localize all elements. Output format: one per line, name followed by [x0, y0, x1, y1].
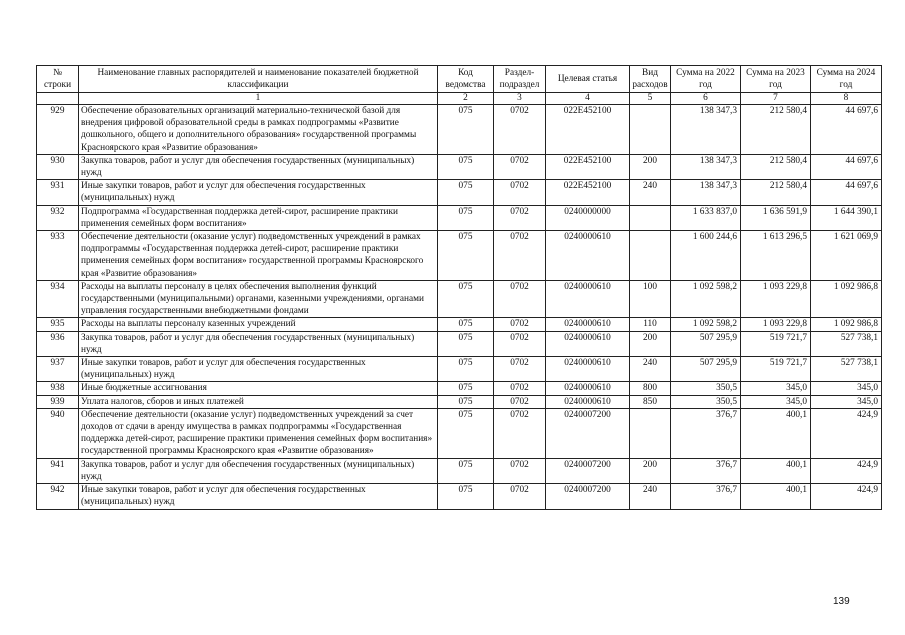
sum-2023: 1 636 591,9 [741, 205, 811, 230]
target-article: 022E452100 [546, 154, 630, 179]
table-body [37, 105, 882, 510]
department-code: 075 [438, 357, 494, 382]
header-row [37, 66, 882, 93]
expense-type: 200 [630, 154, 671, 179]
department-code: 075 [438, 280, 494, 318]
column-number: 6 [671, 93, 741, 105]
header-row-number: № строки [37, 66, 79, 93]
target-article: 0240007200 [546, 484, 630, 509]
target-article: 0240000610 [546, 331, 630, 356]
table-row [37, 484, 882, 509]
expense-type: 240 [630, 357, 671, 382]
section-code: 0702 [494, 408, 546, 458]
sum-2024: 1 621 069,9 [811, 231, 882, 281]
section-code: 0702 [494, 382, 546, 395]
department-code: 075 [438, 205, 494, 230]
section-code: 0702 [494, 205, 546, 230]
row-name: Иные закупки товаров, работ и услуг для обеспечения государственных (муниципальных) нужд [79, 180, 438, 205]
table-row [37, 205, 882, 230]
row-name: Подпрограмма «Государственная поддержка детей-сирот, расширение практики применения семейных форм воспитания» [79, 205, 438, 230]
section-code: 0702 [494, 484, 546, 509]
row-number: 938 [37, 382, 79, 395]
section-code: 0702 [494, 458, 546, 483]
row-number: 942 [37, 484, 79, 509]
column-number: 2 [438, 93, 494, 105]
sum-2022: 376,7 [671, 484, 741, 509]
row-name: Уплата налогов, сборов и иных платежей [79, 395, 438, 408]
sum-2024: 44 697,6 [811, 180, 882, 205]
header-target-article: Целевая статья [546, 66, 630, 93]
sum-2023: 400,1 [741, 458, 811, 483]
row-number: 930 [37, 154, 79, 179]
column-number: 7 [741, 93, 811, 105]
table-row [37, 408, 882, 458]
sum-2022: 507 295,9 [671, 331, 741, 356]
header-sum-2024: Сумма на 2024 год [811, 66, 882, 93]
column-number: 5 [630, 93, 671, 105]
sum-2022: 138 347,3 [671, 180, 741, 205]
section-code: 0702 [494, 280, 546, 318]
sum-2024: 345,0 [811, 395, 882, 408]
sum-2023: 212 580,4 [741, 180, 811, 205]
section-code: 0702 [494, 231, 546, 281]
expense-type: 800 [630, 382, 671, 395]
sum-2023: 345,0 [741, 395, 811, 408]
sum-2024: 44 697,6 [811, 154, 882, 179]
target-article: 0240000610 [546, 318, 630, 331]
column-number: 3 [494, 93, 546, 105]
department-code: 075 [438, 180, 494, 205]
department-code: 075 [438, 484, 494, 509]
row-number: 934 [37, 280, 79, 318]
expense-type: 110 [630, 318, 671, 331]
sum-2024: 424,9 [811, 484, 882, 509]
sum-2024: 527 738,1 [811, 331, 882, 356]
column-number: 1 [79, 93, 438, 105]
sum-2022: 138 347,3 [671, 105, 741, 155]
row-number: 929 [37, 105, 79, 155]
row-name: Обеспечение деятельности (оказание услуг) подведомственных учреждений за счет доходов от сдачи в аренду имущества в рамках подпрограммы «Государственная поддержка детей-сирот, расширение практики применения семейных форм воспитания» государственной программы Красноярского края «Развитие образования» [79, 408, 438, 458]
expense-type: 240 [630, 484, 671, 509]
department-code: 075 [438, 331, 494, 356]
row-number: 933 [37, 231, 79, 281]
sum-2022: 376,7 [671, 408, 741, 458]
header-sum-2023: Сумма на 2023 год [741, 66, 811, 93]
table-row [37, 458, 882, 483]
expense-type [630, 231, 671, 281]
column-number: 4 [546, 93, 630, 105]
sum-2024: 527 738,1 [811, 357, 882, 382]
column-number-row [37, 93, 882, 105]
sum-2023: 1 093 229,8 [741, 280, 811, 318]
department-code: 075 [438, 408, 494, 458]
target-article: 0240007200 [546, 408, 630, 458]
section-code: 0702 [494, 331, 546, 356]
table-row [37, 395, 882, 408]
sum-2023: 345,0 [741, 382, 811, 395]
section-code: 0702 [494, 154, 546, 179]
sum-2023: 212 580,4 [741, 154, 811, 179]
target-article: 0240000610 [546, 395, 630, 408]
target-article: 0240000610 [546, 382, 630, 395]
row-number: 935 [37, 318, 79, 331]
budget-table [36, 65, 882, 510]
header-section: Раздел-подраздел [494, 66, 546, 93]
expense-type [630, 105, 671, 155]
column-number [37, 93, 79, 105]
sum-2023: 212 580,4 [741, 105, 811, 155]
table-row [37, 180, 882, 205]
row-name: Иные закупки товаров, работ и услуг для обеспечения государственных (муниципальных) нужд [79, 357, 438, 382]
sum-2022: 350,5 [671, 382, 741, 395]
sum-2022: 1 633 837,0 [671, 205, 741, 230]
department-code: 075 [438, 382, 494, 395]
expense-type: 200 [630, 331, 671, 356]
row-name: Обеспечение образовательных организаций материально-технической базой для внедрения цифровой образовательной среды в рамках подпрограммы «Развитие дошкольного, общего и дополнительного образования» государственной программы Красноярского края «Развитие образования» [79, 105, 438, 155]
column-number: 8 [811, 93, 882, 105]
target-article: 0240000000 [546, 205, 630, 230]
sum-2022: 350,5 [671, 395, 741, 408]
sum-2022: 376,7 [671, 458, 741, 483]
table-row [37, 357, 882, 382]
sum-2024: 1 092 986,8 [811, 280, 882, 318]
row-number: 931 [37, 180, 79, 205]
expense-type [630, 205, 671, 230]
table-row [37, 105, 882, 155]
row-name: Расходы на выплаты персоналу в целях обеспечения выполнения функций государственными (муниципальными) органами, казенными учреждениями, органами управления государственными внебюджетными фондами [79, 280, 438, 318]
row-number: 941 [37, 458, 79, 483]
sum-2024: 424,9 [811, 408, 882, 458]
expense-type: 200 [630, 458, 671, 483]
target-article: 0240000610 [546, 357, 630, 382]
row-name: Закупка товаров, работ и услуг для обеспечения государственных (муниципальных) нужд [79, 458, 438, 483]
section-code: 0702 [494, 318, 546, 331]
table-row [37, 331, 882, 356]
sum-2023: 400,1 [741, 408, 811, 458]
department-code: 075 [438, 395, 494, 408]
row-number: 936 [37, 331, 79, 356]
department-code: 075 [438, 458, 494, 483]
sum-2023: 519 721,7 [741, 357, 811, 382]
row-name: Закупка товаров, работ и услуг для обеспечения государственных (муниципальных) нужд [79, 154, 438, 179]
sum-2022: 138 347,3 [671, 154, 741, 179]
row-name: Обеспечение деятельности (оказание услуг) подведомственных учреждений в рамках подпрограммы «Государственная поддержка детей-сирот, расширение практики применения семейных форм воспитания» государственной программы Красноярского края «Развитие образования» [79, 231, 438, 281]
sum-2024: 44 697,6 [811, 105, 882, 155]
sum-2023: 400,1 [741, 484, 811, 509]
sum-2024: 424,9 [811, 458, 882, 483]
row-number: 937 [37, 357, 79, 382]
department-code: 075 [438, 231, 494, 281]
table-row [37, 154, 882, 179]
sum-2022: 1 092 598,2 [671, 280, 741, 318]
section-code: 0702 [494, 180, 546, 205]
sum-2023: 1 093 229,8 [741, 318, 811, 331]
section-code: 0702 [494, 357, 546, 382]
department-code: 075 [438, 154, 494, 179]
section-code: 0702 [494, 105, 546, 155]
sum-2024: 345,0 [811, 382, 882, 395]
sum-2023: 519 721,7 [741, 331, 811, 356]
expense-type: 240 [630, 180, 671, 205]
sum-2024: 1 092 986,8 [811, 318, 882, 331]
department-code: 075 [438, 105, 494, 155]
sum-2022: 1 600 244,6 [671, 231, 741, 281]
header-department-code: Код ведомства [438, 66, 494, 93]
expense-type: 850 [630, 395, 671, 408]
target-article: 0240007200 [546, 458, 630, 483]
header-sum-2022: Сумма на 2022 год [671, 66, 741, 93]
sum-2024: 1 644 390,1 [811, 205, 882, 230]
department-code: 075 [438, 318, 494, 331]
target-article: 0240000610 [546, 280, 630, 318]
row-number: 939 [37, 395, 79, 408]
sum-2022: 507 295,9 [671, 357, 741, 382]
section-code: 0702 [494, 395, 546, 408]
row-number: 940 [37, 408, 79, 458]
row-name: Расходы на выплаты персоналу казенных учреждений [79, 318, 438, 331]
sum-2023: 1 613 296,5 [741, 231, 811, 281]
sum-2022: 1 092 598,2 [671, 318, 741, 331]
expense-type: 100 [630, 280, 671, 318]
table-row [37, 231, 882, 281]
target-article: 022E452100 [546, 105, 630, 155]
table-row [37, 382, 882, 395]
row-name: Иные бюджетные ассигнования [79, 382, 438, 395]
header-name: Наименование главных распорядителей и наименование показателей бюджетной классификации [79, 66, 438, 93]
page-number: 139 [833, 596, 850, 607]
row-name: Иные закупки товаров, работ и услуг для обеспечения государственных (муниципальных) нужд [79, 484, 438, 509]
target-article: 022E452100 [546, 180, 630, 205]
table-row [37, 280, 882, 318]
row-number: 932 [37, 205, 79, 230]
expense-type [630, 408, 671, 458]
row-name: Закупка товаров, работ и услуг для обеспечения государственных (муниципальных) нужд [79, 331, 438, 356]
target-article: 0240000610 [546, 231, 630, 281]
header-expense-type: Вид расходов [630, 66, 671, 93]
table-row [37, 318, 882, 331]
